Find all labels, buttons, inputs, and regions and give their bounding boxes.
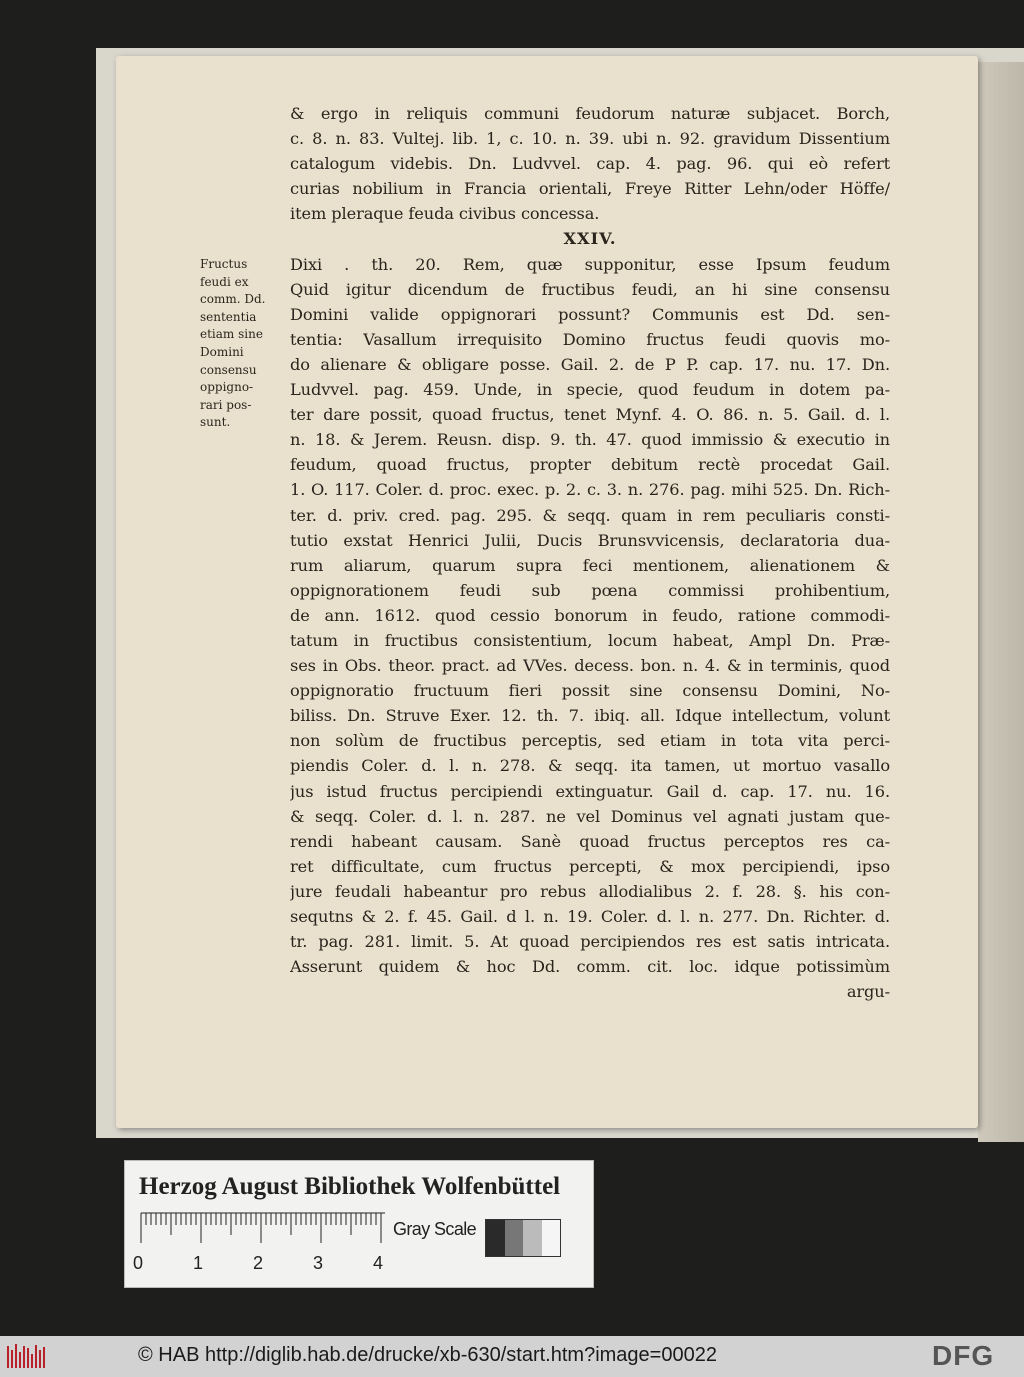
text-line: rendi habeant causam. Sanè quoad fructus perceptos res ca- <box>290 831 890 851</box>
margin-note-line: consensu <box>200 362 257 377</box>
footer-bar <box>0 1336 1024 1377</box>
ruler-number: 2 <box>253 1253 264 1273</box>
text-line: jure feudali habeantur pro rebus allodialibus 2. f. 28. §. his con- <box>290 881 890 901</box>
section-heading: XXIV. <box>563 229 617 249</box>
text-line: 1. O. 117. Coler. d. proc. exec. p. 2. c. 3. n. 276. pag. mihi 525. Dn. Rich- <box>290 480 890 500</box>
text-line: n. 18. & Jerem. Reusn. disp. 9. th. 47. quod immissio & executio in <box>290 430 890 450</box>
body-paragraph <box>290 252 890 980</box>
text-line: feudum, quoad fructus, propter debitum rectè procedat Gail. <box>290 455 890 475</box>
text-line: tatum in fructibus consistentium, locum habeat, Ampl Dn. Præ- <box>290 630 890 650</box>
ruler-number: 3 <box>313 1253 324 1273</box>
text-line: Domini valide oppignorari possunt? Communis est Dd. sen- <box>290 304 890 324</box>
margin-note-line: sententia <box>200 309 257 324</box>
ruler-number: 4 <box>373 1253 384 1273</box>
gray-scale-label: Gray Scale <box>393 1219 477 1239</box>
library-label <box>124 1160 594 1288</box>
text-line: & seqq. Coler. d. l. n. 287. ne vel Dominus vel agnati justam que- <box>290 806 890 826</box>
text-line: catalogum videbis. Dn. Ludvvel. cap. 4. pag. 96. qui eò refert <box>290 154 890 174</box>
library-title: Herzog August Bibliothek Wolfenbüttel <box>139 1173 561 1200</box>
text-line: sequtns & 2. f. 45. Gail. d l. n. 19. Coler. d. l. n. 277. Dn. Richter. d. <box>290 907 890 926</box>
text-line: ter dare possit, quoad fructus, tenet Mynf. 4. O. 86. n. 5. Gail. d. l. <box>290 405 890 425</box>
ruler-number: 0 <box>133 1253 144 1273</box>
text-line: & ergo in reliquis communi feudorum naturæ subjacet. Borch, <box>290 104 890 123</box>
text-line: tutio exstat Henrici Julii, Ducis Brunsvvicensis, declaratoria dua- <box>290 530 890 550</box>
margin-note-line: sunt. <box>200 415 231 430</box>
text-line: de ann. 1612. quod cessio bonorum in feudo, ratione commodi- <box>290 605 890 625</box>
text-line: tr. pag. 281. limit. 5. At quoad percipiendos res est satis intricata. <box>290 932 890 952</box>
text-line: biliss. Dn. Struve Exer. 12. th. 7. ibiq. all. Idque intellectum, volunt <box>290 706 890 726</box>
text-line: non solùm de fructibus perceptis, sed etiam in tota vita perci- <box>290 731 890 751</box>
text-line: Quid igitur dicendum de fructibus feudi, an hi sine consensu <box>290 279 890 299</box>
margin-note-line: Fructus <box>200 257 248 271</box>
hab-barcode-logo-icon <box>6 1342 46 1370</box>
text-line: rum aliarum, quarum supra feci mentionem, alienationem & <box>290 555 890 575</box>
text-line: curias nobilium in Francia orientali, Freye Ritter Lehn/oder Höffe/ <box>290 179 890 199</box>
margin-note <box>200 256 282 432</box>
text-line: oppignorationem feudi sub pœna commissi prohibentium, <box>290 580 890 600</box>
margin-note-line: oppigno- <box>200 380 254 395</box>
text-line: jus istud fructus percipiendi extinguatur. Gail d. cap. 17. nu. 16. <box>290 781 890 801</box>
text-line: Dixi . th. 20. Rem, quæ supponitur, esse Ipsum feudum <box>290 254 890 274</box>
text-line: ret difficultate, cum fructus percepti, & mox percipiendi, ipso <box>290 856 890 876</box>
ruler-number: 1 <box>193 1253 204 1273</box>
text-line: c. 8. n. 83. Vultej. lib. 1, c. 10. n. 39. ubi n. 92. gravidum Dissentium <box>290 129 890 149</box>
ruler-icon <box>139 1211 389 1247</box>
text-line: do alienare & obligare posse. Gail. 2. de P P. cap. 17. nu. 17. Dn. <box>290 354 890 374</box>
dfg-logo: DFG <box>932 1340 995 1371</box>
text-line: ter. d. priv. cred. pag. 295. & seqq. quam in rem peculiaris consti- <box>290 505 890 525</box>
margin-note-line: feudi ex <box>200 274 249 289</box>
text-line: oppignoratio fructuum fieri possit sine consensu Domini, No- <box>290 681 890 701</box>
copyright-link[interactable]: © HAB http://diglib.hab.de/drucke/xb-630/start.htm?image=00022 <box>138 1344 717 1366</box>
text-line: Ludvvel. pag. 459. Unde, in specie, quod feudum in dotem pa- <box>290 380 890 400</box>
catchword: argu- <box>846 982 890 1002</box>
page-text <box>290 101 890 1004</box>
margin-note-line: rari pos- <box>200 397 252 412</box>
text-line: item pleraque feuda civibus concessa. <box>290 204 600 224</box>
margin-note-line: Domini <box>200 344 244 359</box>
text-line: piendis Coler. d. l. n. 278. & seqq. ita tamen, ut mortuo vasallo <box>290 756 890 776</box>
facing-page-edge <box>978 62 1024 1142</box>
text-line: Asserunt quidem & hoc Dd. comm. cit. loc. idque potissimùm <box>290 957 890 977</box>
margin-note-line: comm. Dd. <box>200 292 266 307</box>
margin-note-line: etiam sine <box>200 327 263 342</box>
gray-scale-swatch <box>485 1219 561 1257</box>
text-line: tentia: Vasallum irrequisito Domino fructus feudi quovis mo- <box>290 329 890 349</box>
text-line: ses in Obs. theor. pract. ad VVes. decess. bon. n. 4. & in terminis, quod <box>290 656 890 676</box>
